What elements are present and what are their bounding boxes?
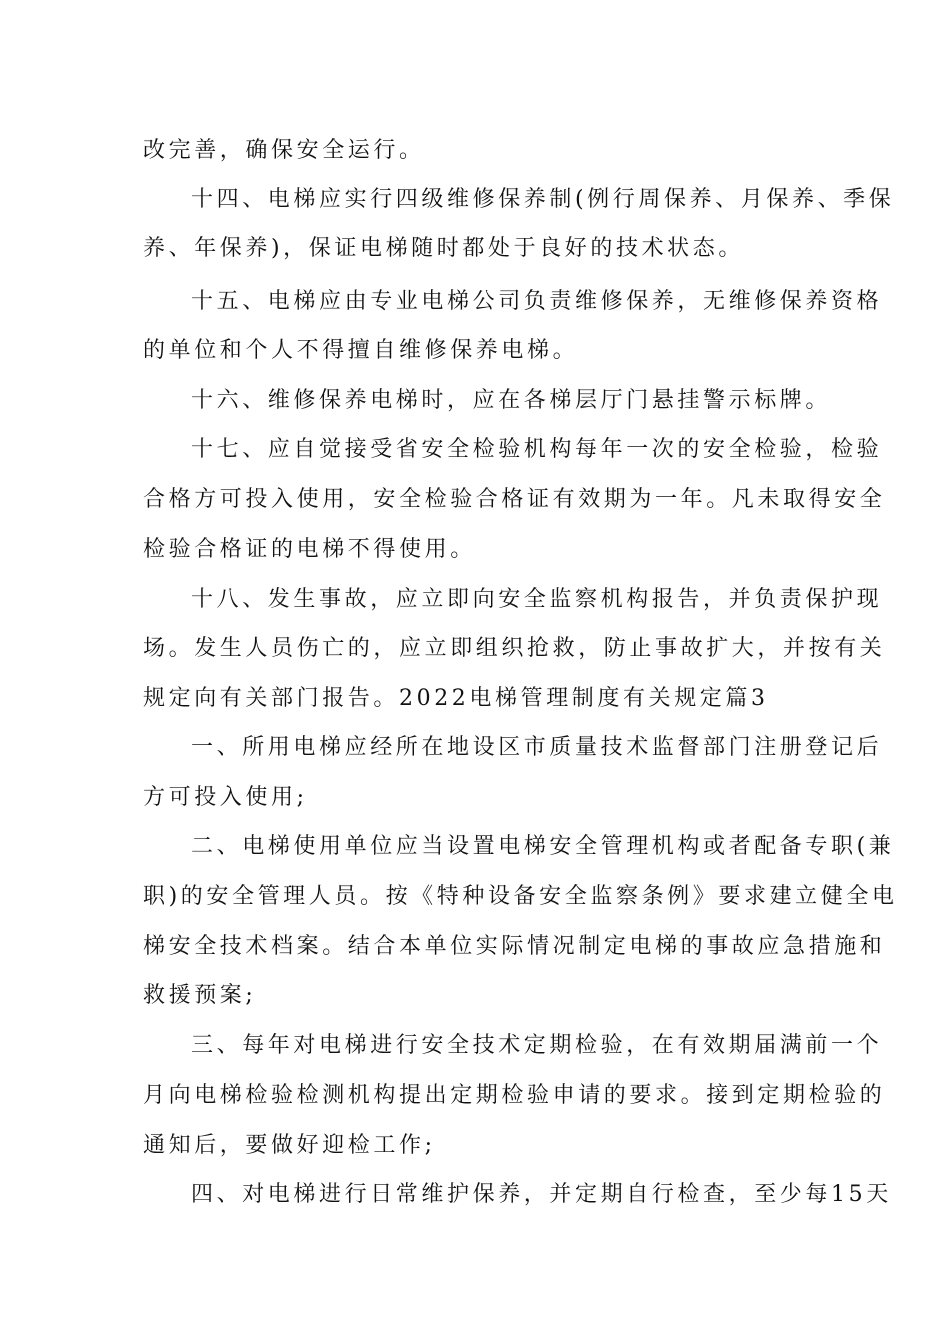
item-3-line-2: 月向电梯检验检测机构提出定期检验申请的要求。接到定期检验的 [143, 1083, 886, 1108]
paragraph-15-line-1: 十五、电梯应由专业电梯公司负责维修保养，无维修保养资格 [191, 289, 883, 314]
item-4-line-1: 四、对电梯进行日常维护保养，并定期自行检查，至少每15天 [191, 1182, 892, 1207]
item-2-line-4: 救援预案; [143, 983, 257, 1008]
item-3-line-3: 通知后，要做好迎检工作; [143, 1133, 436, 1158]
paragraph-18-line-3: 规定向有关部门报告。2022电梯管理制度有关规定篇3 [143, 686, 769, 711]
item-2-line-3: 梯安全技术档案。结合本单位实际情况制定电梯的事故应急措施和 [143, 934, 886, 959]
paragraph-16-line-1: 十六、维修保养电梯时，应在各梯层厅门悬挂警示标牌。 [191, 388, 832, 413]
item-2-line-2: 职)的安全管理人员。按《特种设备安全监察条例》要求建立健全电 [143, 884, 898, 909]
paragraph-17-line-1: 十七、应自觉接受省安全检验机构每年一次的安全检验，检验 [191, 437, 883, 462]
paragraph-15-line-2: 的单位和个人不得擅自维修保养电梯。 [143, 338, 579, 363]
item-2-line-1: 二、电梯使用单位应当设置电梯安全管理机构或者配备专职(兼 [191, 834, 895, 859]
paragraph-17-line-2: 合格方可投入使用，安全检验合格证有效期为一年。凡未取得安全 [143, 487, 886, 512]
item-1-line-1: 一、所用电梯应经所在地设区市质量技术监督部门注册登记后 [191, 735, 883, 760]
paragraph-14-line-1: 十四、电梯应实行四级维修保养制(例行周保养、月保养、季保 [191, 187, 895, 212]
paragraph-14-line-2: 养、年保养)，保证电梯随时都处于良好的技术状态。 [143, 236, 744, 261]
paragraph-18-line-2: 场。发生人员伤亡的，应立即组织抢救，防止事故扩大，并按有关 [143, 636, 886, 661]
paragraph-18-line-1: 十八、发生事故，应立即向安全监察机构报告，并负责保护现 [191, 587, 883, 612]
text-line: 改完善，确保安全运行。 [143, 138, 425, 163]
item-3-line-1: 三、每年对电梯进行安全技术定期检验，在有效期届满前一个 [191, 1033, 883, 1058]
item-1-line-2: 方可投入使用; [143, 785, 308, 810]
paragraph-17-line-3: 检验合格证的电梯不得使用。 [143, 537, 476, 562]
